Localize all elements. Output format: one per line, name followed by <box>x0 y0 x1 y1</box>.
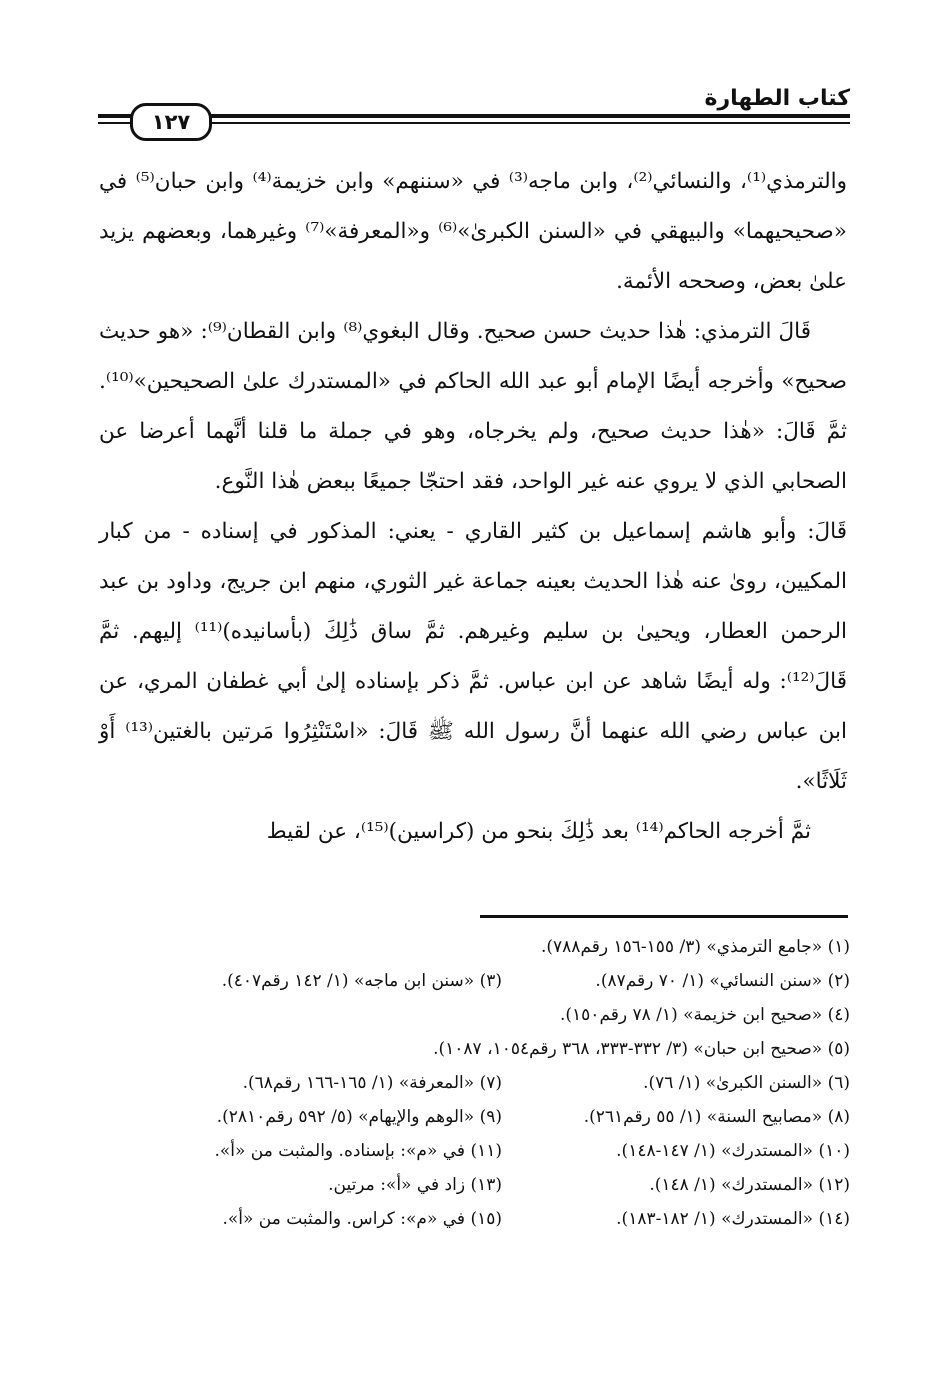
footnotes <box>110 930 850 1236</box>
main-text <box>99 157 847 857</box>
footnote: (٨) «مصابيح السنة» (١/ ٥٥ رقم٢٦١). <box>583 1107 850 1127</box>
footnote: (١٣) زاد في «أ»: مرتين. <box>328 1175 502 1195</box>
footnote: (٤) «صحيح ابن خزيمة» (١/ ٧٨ رقم١٥٠). <box>560 1005 850 1025</box>
footnote: (١٤) «المستدرك» (١/ ١٨٢-١٨٣). <box>616 1209 850 1229</box>
running-title: كتاب الطهارة <box>704 86 850 111</box>
footnote: (٦) «السنن الكبرىٰ» (١/ ٧٦). <box>643 1073 850 1093</box>
footnote-separator <box>480 915 848 918</box>
footnote-row <box>110 1202 850 1236</box>
footnote: (٥) «صحيح ابن حبان» (٣/ ٣٣٢-٣٣٣، ٣٦٨ رقم١٠٥٤، ١٠٨٧). <box>433 1039 850 1059</box>
footnote-row <box>110 964 850 998</box>
footnote: (٢) «سنن النسائي» (١/ ٧٠ رقم٨٧). <box>595 971 850 991</box>
footnote-row <box>110 1066 850 1100</box>
footnote: (٩) «الوهم والإيهام» (٥/ ٥٩٢ رقم٢٨١٠). <box>216 1107 502 1127</box>
footnote: (٣) «سنن ابن ماجه» (١/ ١٤٢ رقم٤٠٧). <box>221 971 502 991</box>
footnote: (١) «جامع الترمذي» (٣/ ١٥٥-١٥٦ رقم٧٨٨). <box>540 937 850 957</box>
footnote-row <box>110 998 850 1032</box>
footnote: (٧) «المعرفة» (١/ ١٦٥-١٦٦ رقم٦٨). <box>242 1073 502 1093</box>
footnote: (١١) في «م»: بإسناده. والمثبت من «أ». <box>214 1141 502 1161</box>
paragraph: قَالَ الترمذي: هٰذا حديث حسن صحيح. وقال البغوي⁽⁸⁾ وابن القطان⁽⁹⁾: «هو حديث صحيح» وأخرجه أيضًا الإمام أبو عبد الله الحاكم في «المستدرك علىٰ الصحيحين»⁽¹⁰⁾. ثمَّ قَالَ: «هٰذا حديث صحيح، ولم يخرجاه، وهو في جملة ما قلنا أنَّهما أعرضا عن الصحابي الذي لا يروي عنه غير الواحد، فقد احتجّا جميعًا ببعض هٰذا النَّوع. <box>99 319 847 494</box>
page-number: ١٢٧ <box>130 103 212 141</box>
footnote: (١٠) «المستدرك» (١/ ١٤٧-١٤٨). <box>616 1141 850 1161</box>
footnote-row <box>110 1168 850 1202</box>
footnote-row <box>110 1032 850 1066</box>
paragraph: ثمَّ أخرجه الحاكم⁽¹⁴⁾ بعد ذَٰلِكَ بنحو من (كراسين)⁽¹⁵⁾، عن لقيط <box>266 819 811 844</box>
page-header <box>98 84 850 140</box>
paragraph: والترمذي⁽¹⁾، والنسائي⁽²⁾، وابن ماجه⁽³⁾ في «سننهم» وابن خزيمة⁽⁴⁾ وابن حبان⁽⁵⁾ في «صحيحيهما» والبيهقي في «السنن الكبرىٰ»⁽⁶⁾ و«المعرفة»⁽⁷⁾ وغيرهما، وبعضهم يزيد علىٰ بعض، وصححه الأئمة. <box>99 169 848 294</box>
footnote: (١٢) «المستدرك» (١/ ١٤٨). <box>649 1175 850 1195</box>
footnote-row <box>110 1100 850 1134</box>
footnote-row <box>110 930 850 964</box>
paragraph: قَالَ: وأبو هاشم إسماعيل بن كثير القاري - يعني: المذكور في إسناده - من كبار المكيين، روىٰ عنه هٰذا الحديث بعينه جماعة غير الثوري، منهم ابن جريج، وداود بن عبد الرحمن العطار، ويحيىٰ بن سليم وغيرهم. ثمَّ ساق ذَٰلِكَ (بأسانيده)⁽¹¹⁾ إليهم. ثمَّ قَالَ⁽¹²⁾: وله أيضًا شاهد عن ابن عباس. ثمَّ ذكر بإسناده إلىٰ أبي غطفان المري، عن ابن عباس رضي الله عنهما أنَّ رسول الله ﷺ قَالَ: «اسْتَنْثِرُوا مَرتين بالغتين⁽¹³⁾ أَوْ ثَلَاثًا». <box>99 519 847 794</box>
footnote-row <box>110 1134 850 1168</box>
footnote: (١٥) في «م»: كراس. والمثبت من «أ». <box>222 1209 502 1229</box>
